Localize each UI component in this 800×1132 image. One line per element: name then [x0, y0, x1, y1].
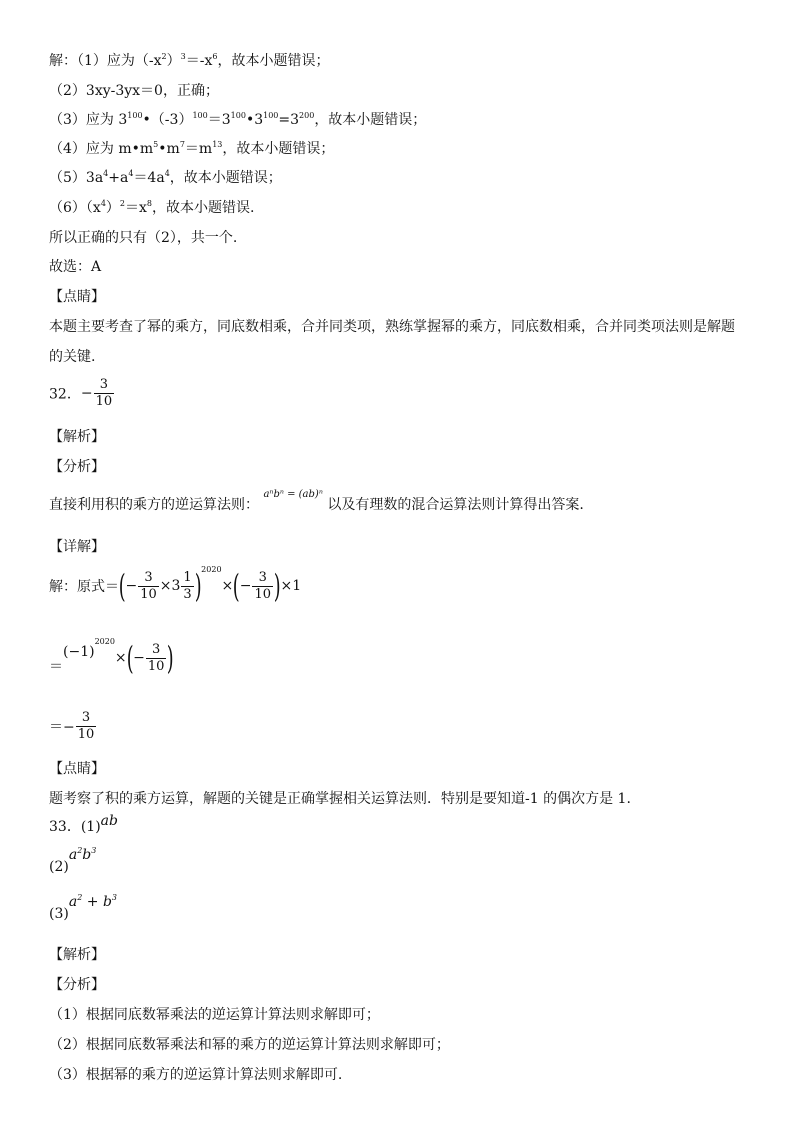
q33-analysis-2: （2）根据同底数幂乘法和幂的乘方的逆运算计算法则求解即可； — [49, 1037, 450, 1053]
solution-line-3: （3）应为 $3^{100}•(-3)^{100}=3^{100}•3^{100}=3^{200}$，故本小题错误； — [49, 111, 427, 128]
q33-analysis-3: （3）根据幂的乘方的逆运算计算法则求解即可. — [49, 1067, 343, 1083]
q32-jiexi: 【解析】 — [49, 429, 105, 445]
solution-line-1: 解：（1）应为$(-x^2)^3=-x^6$，故本小题错误； — [49, 52, 330, 69]
solution-line-8: 故选：A — [49, 259, 102, 275]
section-heading-dianjing: 【点睛】 — [49, 289, 105, 305]
q32-step-2: $=(-1)^{2020}\times(-$ $\frac{3}{10}$ ) — [49, 637, 175, 677]
q33-answer-2: $(2)a^2b^3$ — [49, 846, 97, 875]
solution-line-7: 所以正确的只有（2），共一个. — [49, 230, 238, 246]
solution-line-5: $(5)3a^4+a^4=4a^4$，故本小题错误； — [49, 169, 282, 186]
q32-answer: 32．− $\frac{3}{10}$ — [49, 377, 113, 409]
fraction: $\frac{3}{10}$ — [95, 377, 113, 409]
q32-step-1: 解：原式＝(− $\frac{3}{10}$ ×3 $\frac{1}{3}$ )$^{2020}$×(− $\frac{3}{10}$ )×1 — [49, 565, 302, 605]
formula-image: aⁿbⁿ = (ab)ⁿ — [263, 489, 323, 500]
q33-answer-3: $(3)a^2 + b^3$ — [49, 893, 117, 922]
q32-dianjing: 【点睛】 — [49, 761, 105, 777]
solution-line-4: （4）应为 $m•m^5•m^7=m^{13}$，故本小题错误； — [49, 140, 335, 157]
q33-analysis-1: （1）根据同底数幂乘法的逆运算计算法则求解即可； — [49, 1007, 380, 1023]
q33-jiexi: 【解析】 — [49, 947, 105, 963]
q32-fenxi: 【分析】 — [49, 459, 105, 475]
q32-dianjing-text: 题考察了积的乘方运算，解题的关键是正确掌握相关运算法则．特别是要知道-1 的偶次方是 1. — [49, 791, 631, 807]
q32-step-3: ＝− $\frac{3}{10}$ — [49, 710, 95, 742]
q33-answer-1: 33．(1)ab — [49, 813, 118, 835]
q32-xiangjie: 【详解】 — [49, 539, 105, 555]
q32-analysis: 直接利用积的乘方的逆运算法则： $^{a^nb^n = (ab)^n}$ 以及有理数的混合运算法则计算得出答案. — [49, 489, 584, 513]
dianjing-text-1: 本题主要考查了幂的乘方，同底数相乘，合并同类项，熟练掌握幂的乘方，同底数相乘，合并同类项法则是解题 — [49, 319, 735, 335]
dianjing-text-2: 的关键. — [49, 349, 96, 365]
solution-line-2: （2）3xy-3yx＝0，正确； — [49, 83, 219, 99]
q33-fenxi: 【分析】 — [49, 977, 105, 993]
solution-line-6: $(6)(x^4)^2=x^8$，故本小题错误. — [49, 199, 255, 216]
